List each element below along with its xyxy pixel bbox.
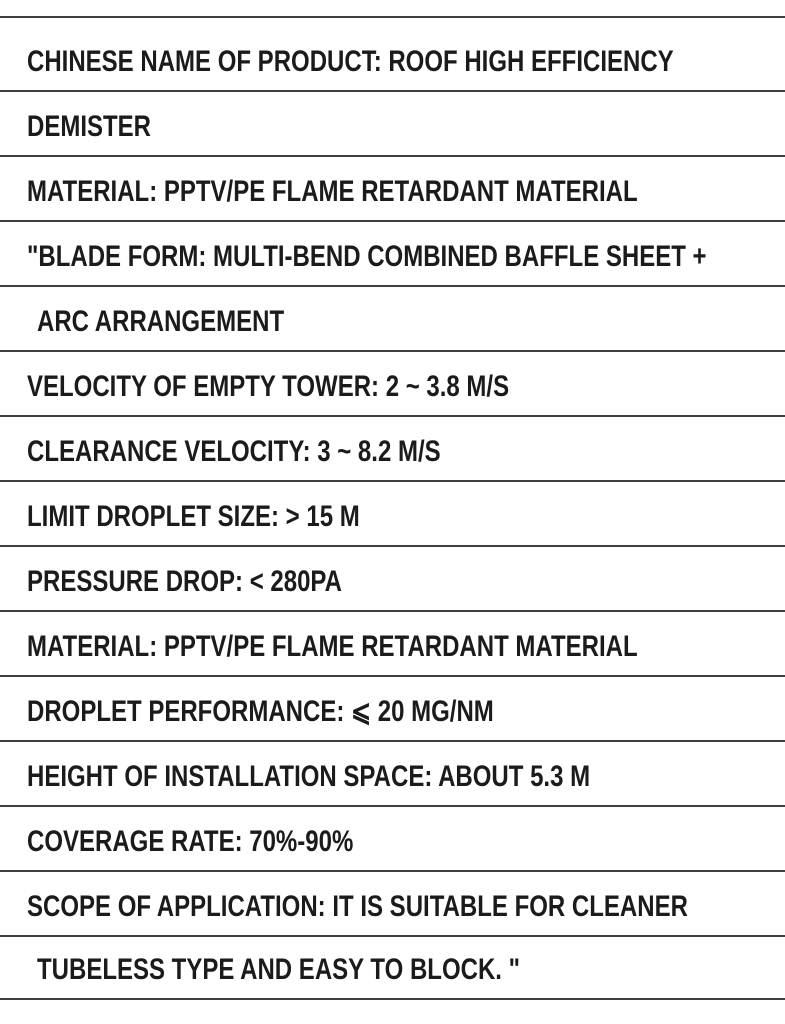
spec-row-text: COVERAGE RATE: 70%-90% [27,825,354,858]
spec-row [0,90,785,155]
spec-row [0,350,785,415]
spec-row-text: SCOPE OF APPLICATION: IT IS SUITABLE FOR CLEANER [27,890,688,923]
spec-row [0,805,785,870]
spec-row-text: "BLADE FORM: MULTI-BEND COMBINED BAFFLE SHEET + [27,240,707,273]
spec-row [0,740,785,805]
spec-row-text: CLEARANCE VELOCITY: 3 ~ 8.2 M/S [27,435,441,468]
spec-table [0,16,785,1000]
spec-row-text: TUBELESS TYPE AND EASY TO BLOCK. " [37,953,520,986]
spec-row [0,935,785,1000]
spec-row-text: MATERIAL: PPTV/PE FLAME RETARDANT MATERIAL [27,630,638,663]
spec-row [0,675,785,740]
spec-row-text: MATERIAL: PPTV/PE FLAME RETARDANT MATERIAL [27,175,638,208]
spec-row [0,415,785,480]
spec-row [0,610,785,675]
spec-row [0,480,785,545]
spec-row [0,220,785,285]
spec-row [0,285,785,350]
spec-row-text: PRESSURE DROP: < 280PA [27,565,342,598]
spec-row [0,16,785,90]
spec-row [0,545,785,610]
spec-row-text: LIMIT DROPLET SIZE: > 15 M [27,500,360,533]
spec-row [0,870,785,935]
spec-row-text: ARC ARRANGEMENT [37,305,285,338]
spec-row-text: DEMISTER [27,110,152,143]
spec-row-text: HEIGHT OF INSTALLATION SPACE: ABOUT 5.3 M [27,760,591,793]
spec-row-text: CHINESE NAME OF PRODUCT: ROOF HIGH EFFICIENCY [27,45,674,78]
spec-row-text: DROPLET PERFORMANCE: ⩽ 20 MG/NM [27,695,494,728]
spec-row-text: VELOCITY OF EMPTY TOWER: 2 ~ 3.8 M/S [27,370,510,403]
spec-row [0,155,785,220]
